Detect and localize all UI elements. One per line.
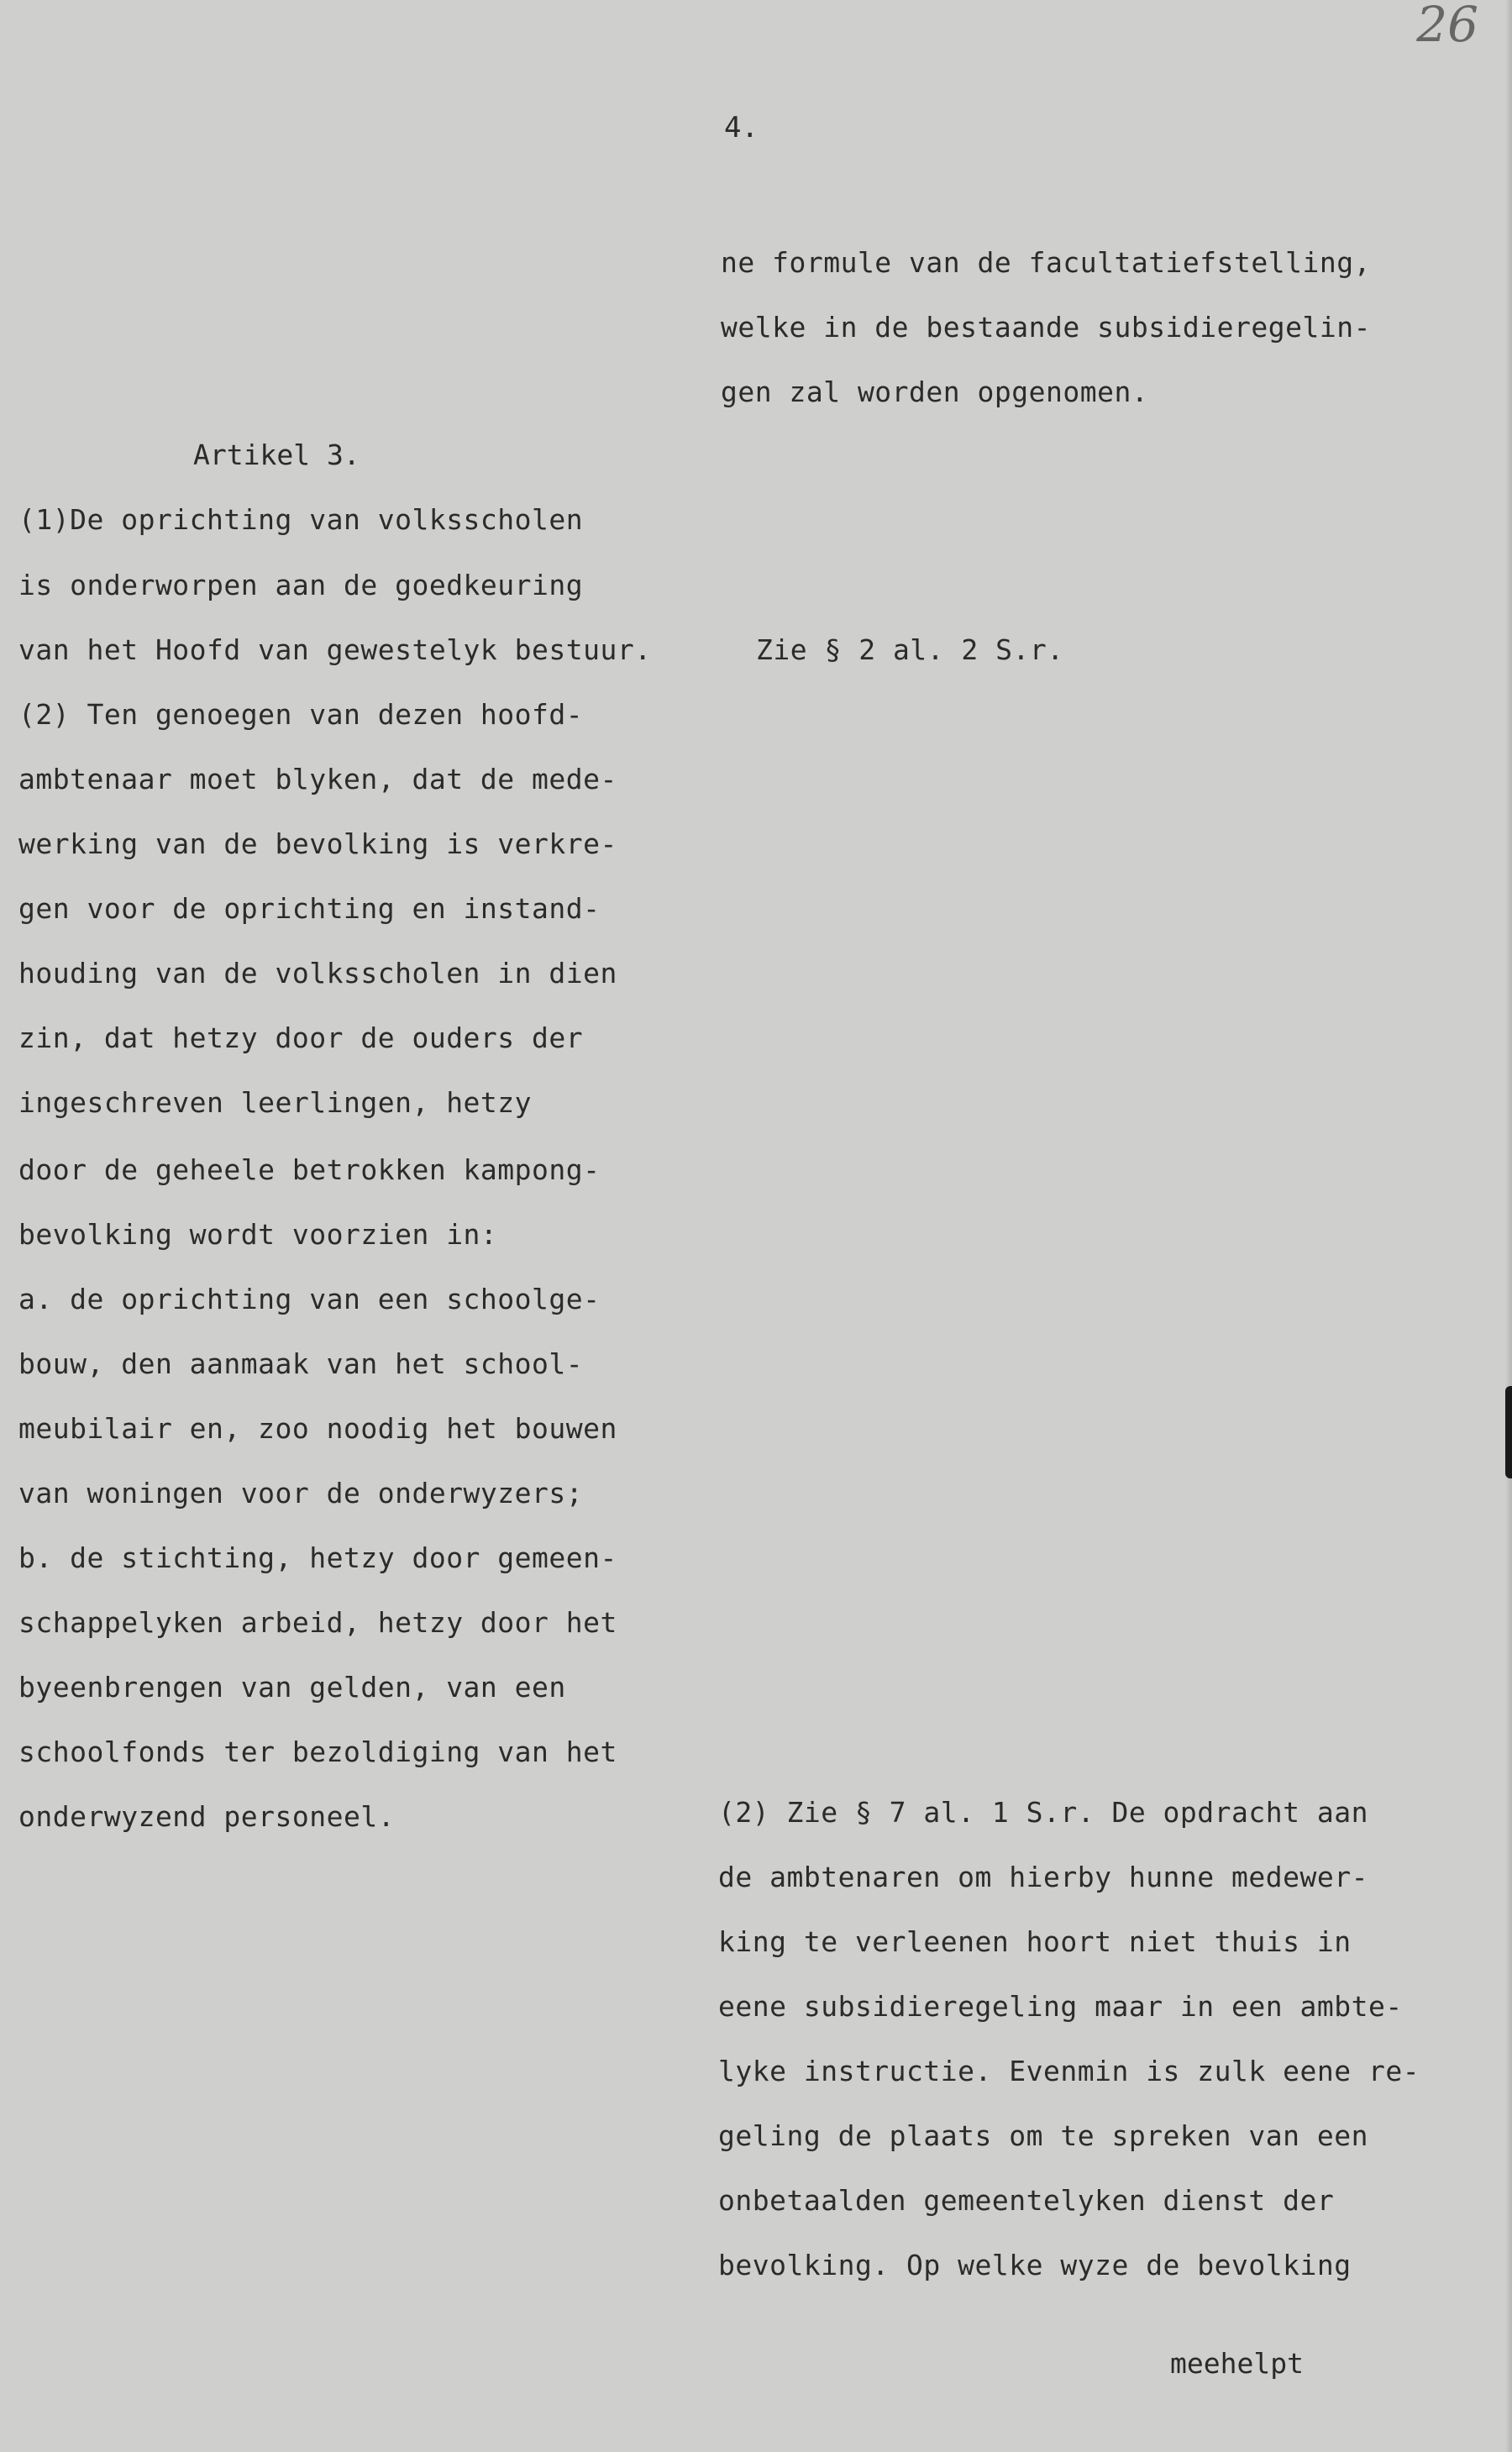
right-top-line-1: ne formule van de facultatiefstelling, (721, 246, 1371, 279)
annotation-note-2-line-6: geling de plaats om te spreken van een (718, 2119, 1368, 2152)
annotation-note-2-line-2: de ambtenaren om hierby hunne medewer- (718, 1861, 1368, 1893)
annotation-note-2-line-5: lyke instructie. Evenmin is zulk eene re- (718, 2055, 1420, 2087)
article-line-6: werking van de bevolking is verkre- (18, 827, 617, 860)
article-line-19: byeenbrengen van gelden, van een (18, 1671, 566, 1704)
article-line-13: a. de oprichting van een schoolge- (18, 1283, 601, 1315)
article-line-20: schoolfonds ter bezoldiging van het (18, 1735, 617, 1768)
catchword: meehelpt (1170, 2347, 1304, 2380)
annotation-note-2-line-1: (2) Zie § 7 al. 1 S.r. De opdracht aan (718, 1796, 1368, 1829)
page-number: 4. (724, 111, 759, 144)
article-line-10: ingeschreven leerlingen, hetzy (18, 1086, 533, 1119)
article-line-21: onderwyzend personeel. (18, 1800, 396, 1833)
article-line-2: is onderworpen aan de goedkeuring (18, 569, 584, 601)
article-line-17: b. de stichting, hetzy door gemeen- (18, 1541, 617, 1574)
article-line-16: van woningen voor de onderwyzers; (18, 1477, 584, 1510)
article-line-12: bevolking wordt voorzien in: (18, 1218, 498, 1251)
annotation-note-2-line-4: eene subsidieregeling maar in een ambte- (718, 1990, 1403, 2023)
article-line-11: door de geheele betrokken kampong- (18, 1153, 601, 1186)
article-line-7: gen voor de oprichting en instand- (18, 892, 601, 925)
right-top-line-2: welke in de bestaande subsidieregelin- (721, 311, 1371, 344)
pencil-page-mark: 26 (1416, 0, 1478, 53)
article-line-14: bouw, den aanmaak van het school- (18, 1347, 584, 1380)
annotation-note-2-line-3: king te verleenen hoort niet thuis in (718, 1925, 1352, 1958)
article-line-4: (2) Ten genoegen van dezen hoofd- (18, 698, 584, 731)
right-top-line-3: gen zal worden opgenomen. (721, 375, 1149, 408)
annotation-note-1: Zie § 2 al. 2 S.r. (756, 633, 1064, 666)
page-edge-shadow (1505, 0, 1512, 2452)
binder-clip (1505, 1386, 1512, 1478)
article-heading: Artikel 3. (193, 438, 360, 471)
article-line-18: schappelyken arbeid, hetzy door het (18, 1606, 617, 1639)
article-line-5: ambtenaar moet blyken, dat de mede- (18, 763, 617, 795)
annotation-note-2-line-8: bevolking. Op welke wyze de bevolking (718, 2249, 1352, 2281)
article-line-15: meubilair en, zoo noodig het bouwen (18, 1412, 617, 1445)
article-line-3: van het Hoofd van gewestelyk bestuur. (18, 633, 652, 666)
article-line-8: houding van de volksscholen in dien (18, 957, 617, 990)
article-line-1: (1)De oprichting van volksscholen (18, 503, 584, 536)
article-line-9: zin, dat hetzy door de ouders der (18, 1021, 584, 1054)
annotation-note-2-line-7: onbetaalden gemeentelyken dienst der (718, 2184, 1335, 2217)
